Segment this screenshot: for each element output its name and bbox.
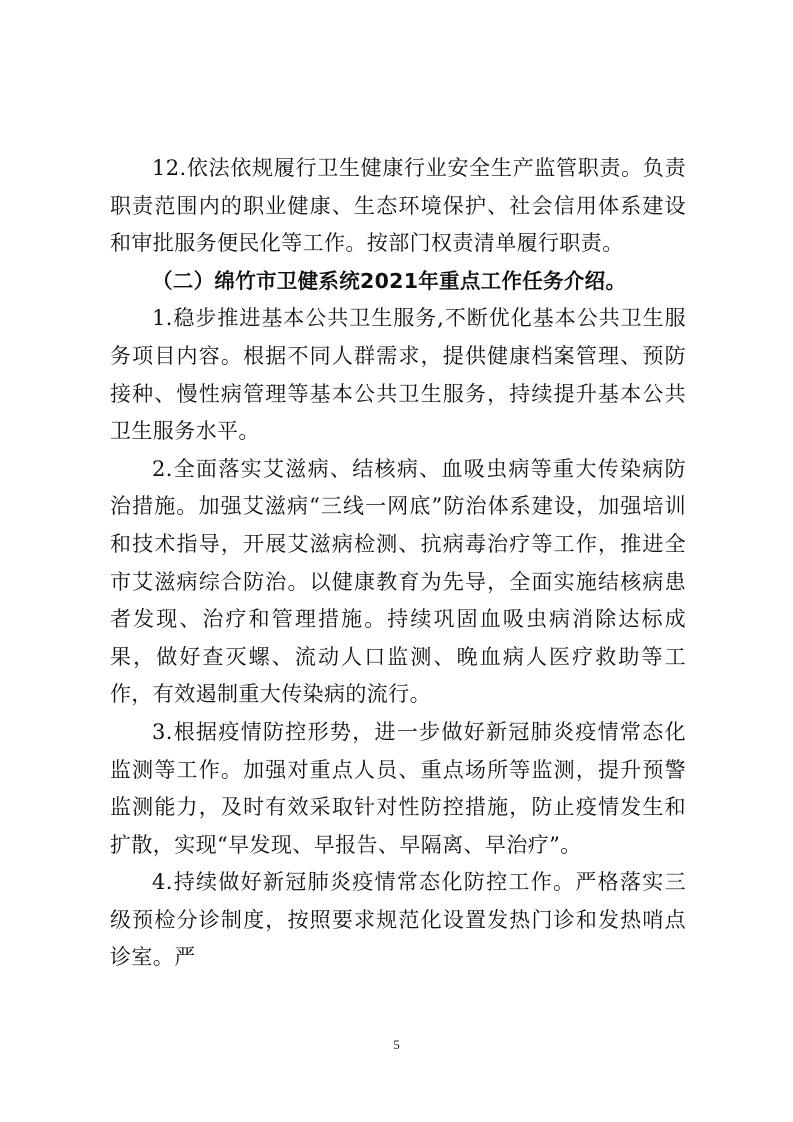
paragraph-item-2: 2.全面落实艾滋病、结核病、血吸虫病等重大传染病防治措施。加强艾滋病“三线一网底”防治体系建设，加强培训和技术指导，开展艾滋病检测、抗病毒治疗等工作，推进全市艾滋病综合防治。以健康教育为先导，全面实施结核病患者发现、治疗和管理措施。持续巩固血吸虫病消除达标成果，做好查灭螺、流动人口监测、晚血病人医疗救助等工作，有效遏制重大传染病的流行。 [110,456,686,707]
section-heading: （二）绵竹市卫健系统2021年重点工作任务介绍。 [152,268,627,293]
paragraph-item-12: 12.依法依规履行卫生健康行业安全生产监管职责。负责职责范围内的职业健康、生态环境保护、社会信用体系建设和审批服务便民化等工作。按部门权责清单履行职责。 [110,156,686,256]
page-number: 5 [393,1037,400,1052]
document-body [110,150,686,977]
paragraph-item-4: 4.持续做好新冠肺炎疫情常态化防控工作。严格落实三级预检分诊制度，按照要求规范化设置发热门诊和发热哨点诊室。严 [110,870,686,970]
paragraph-item-1: 1.稳步推进基本公共卫生服务,不断优化基本公共卫生服务项目内容。根据不同人群需求，提供健康档案管理、预防接种、慢性病管理等基本公共卫生服务，持续提升基本公共卫生服务水平。 [110,306,686,444]
paragraph-item-3: 3.根据疫情防控形势，进一步做好新冠肺炎疫情常态化监测等工作。加强对重点人员、重点场所等监测，提升预警监测能力，及时有效采取针对性防控措施，防止疫情发生和扩散，实现“早发现、早报告、早隔离、早治疗”。 [110,719,686,857]
